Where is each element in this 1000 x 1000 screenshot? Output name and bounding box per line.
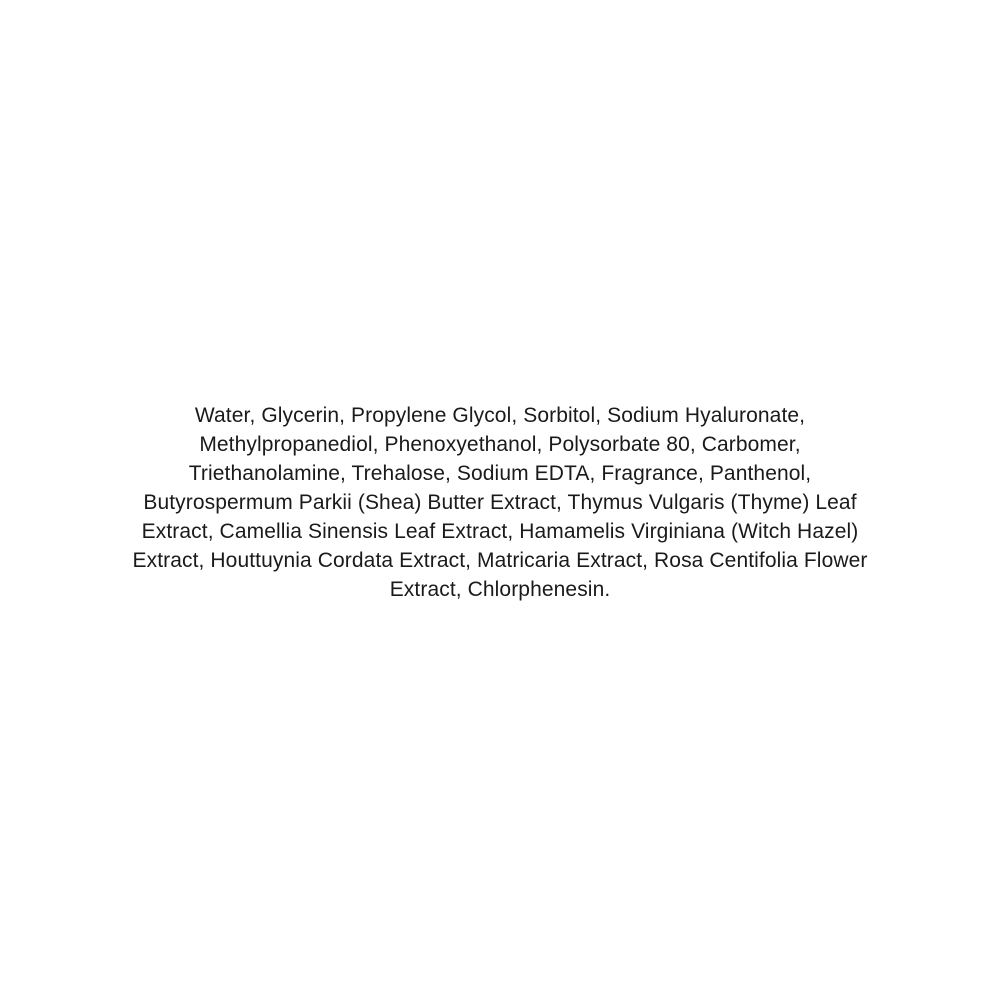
ingredients-line: Extract, Camellia Sinensis Leaf Extract, Hamamelis Virginiana (Witch Hazel) [141, 519, 859, 543]
ingredients-line: Butyrospermum Parkii (Shea) Butter Extract, Thymus Vulgaris (Thyme) Leaf [143, 490, 857, 514]
ingredients-line: Extract, Chlorphenesin. [389, 577, 611, 601]
ingredients-line: Methylpropanediol, Phenoxyethanol, Polysorbate 80, Carbomer, [199, 432, 801, 456]
ingredients-line: Extract, Houttuynia Cordata Extract, Matricaria Extract, Rosa Centifolia Flower [132, 548, 868, 572]
ingredients-line: Triethanolamine, Trehalose, Sodium EDTA, Fragrance, Panthenol, [188, 461, 812, 485]
ingredients-paragraph [90, 401, 910, 604]
ingredients-line: Water, Glycerin, Propylene Glycol, Sorbitol, Sodium Hyaluronate, [194, 403, 806, 427]
